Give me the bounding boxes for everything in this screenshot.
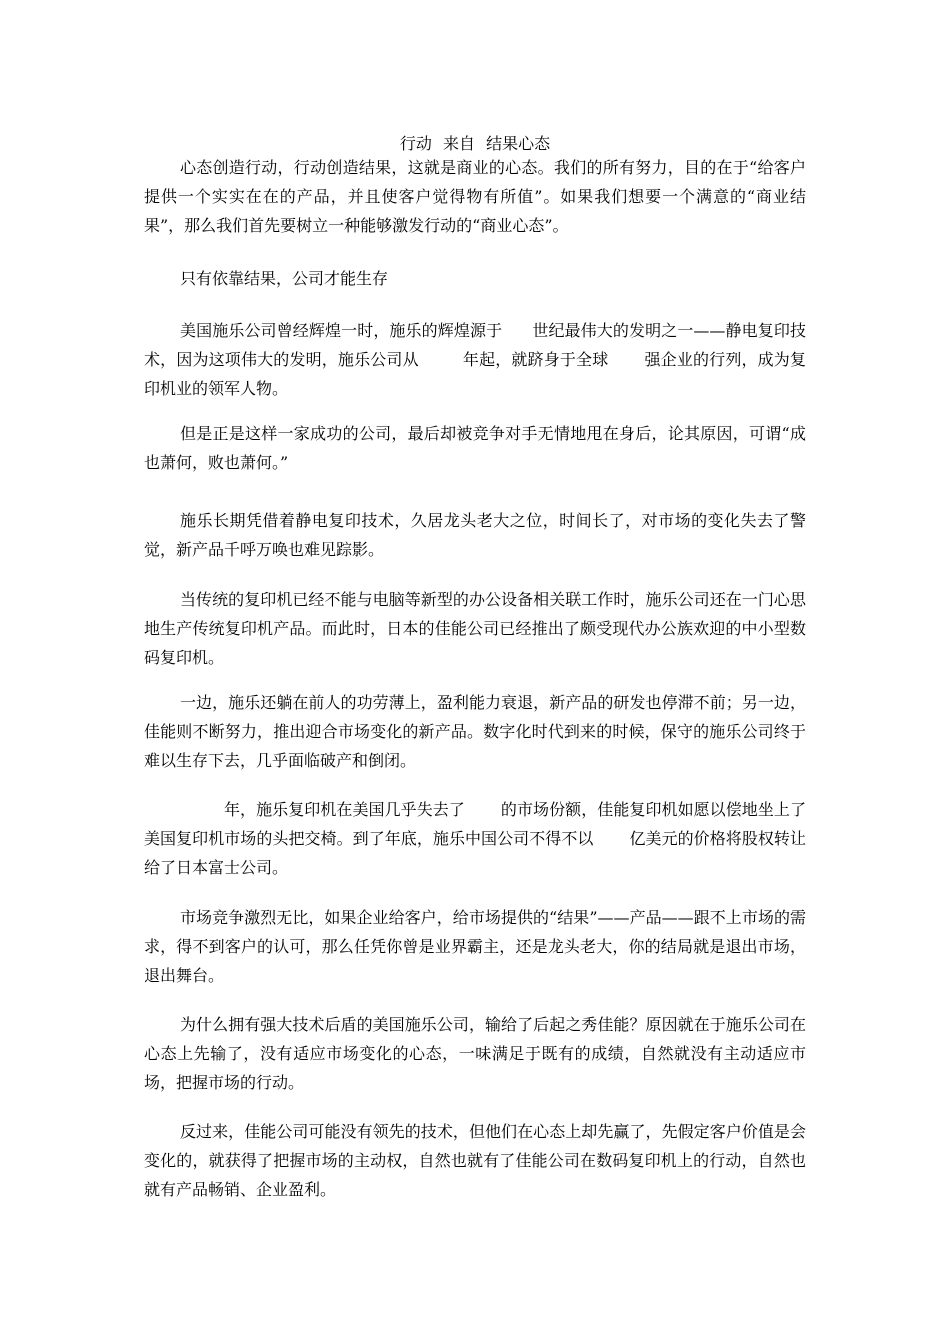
document-title: 行动 来自 结果心态	[399, 134, 551, 153]
paragraph-success-failure: 但是正是这样一家成功的公司，最后却被竞争对手无情地甩在身后，论其原因，可谓“成也萧何，败也萧何。”	[144, 424, 806, 472]
paragraph-decline: 一边，施乐还躺在前人的功劳薄上，盈利能力衰退，新产品的研发也停滞不前；另一边，佳能则不断努力，推出迎合市场变化的新产品。数字化时代到来的时候，保守的施乐公司终于难以生存下去，几乎面临破产和倒闭。	[144, 693, 806, 770]
paragraph-intro: 心态创造行动，行动创造结果，这就是商业的心态。我们的所有努力，目的在于“给客户提供一个实实在在的产品，并且使客户觉得物有所值”。如果我们想要一个满意的“商业结果”，那么我们首先要树立一种能够激发行动的“商业心态”。	[144, 158, 806, 235]
paragraph-xerox-history-part-3: 年起，就跻身于全球	[462, 350, 609, 369]
paragraph-canon-digital: 当传统的复印机已经不能与电脑等新型的办公设备相关联工作时，施乐公司还在一门心思地生产传统复印机产品。而此时，日本的佳能公司已经推出了颇受现代办公族欢迎的中小型数码复印机。	[144, 590, 806, 667]
paragraph-xerox-history-part-4: 强企业的行列，成为复印机业的领军人物。	[144, 350, 806, 398]
paragraph-canon-won: 反过来，佳能公司可能没有领先的技术，但他们在心态上却先赢了，先假定客户价值是会变化的，就获得了把握市场的主动权，自然也就有了佳能公司在数码复印机上的行动，自然也就有产品畅销、企业盈利。	[144, 1122, 806, 1199]
paragraph-xerox-history	[144, 316, 806, 403]
paragraph-xerox-history-part-2: 世纪最伟大的发明之一——静电复印技术，因为这项伟大的发明，施乐公司从	[144, 321, 806, 369]
paragraph-market-share-part-2: 的市场份额，佳能复印机如愿以偿地坐上了美国复印机市场的头把交椅。到了年底，施乐中国公司不得不以	[144, 800, 806, 848]
paragraph-heading-survive: 只有依靠结果，公司才能生存	[180, 269, 389, 288]
paragraph-market-share-part-1: 年，施乐复印机在美国几乎失去了	[224, 800, 465, 819]
paragraph-market-share-part-3: 亿美元的价格将股权转让给了日本富士公司。	[144, 829, 806, 877]
paragraph-competition: 市场竞争激烈无比，如果企业给客户，给市场提供的“结果”——产品——跟不上市场的需求，得不到客户的认可，那么任凭你曾是业界霸主，还是龙头老大，你的结局就是退出市场，退出舞台。	[144, 908, 806, 985]
paragraph-complacency: 施乐长期凭借着静电复印技术，久居龙头老大之位，时间长了，对市场的变化失去了警觉，新产品千呼万唤也难见踪影。	[144, 511, 806, 559]
paragraph-xerox-history-part-1: 美国施乐公司曾经辉煌一时，施乐的辉煌源于	[180, 321, 503, 340]
paragraph-why-lost: 为什么拥有强大技术后盾的美国施乐公司，输给了后起之秀佳能？原因就在于施乐公司在心态上先输了，没有适应市场变化的心态，一味满足于既有的成绩，自然就没有主动适应市场，把握市场的行动。	[144, 1015, 806, 1092]
paragraph-market-share	[144, 795, 806, 882]
